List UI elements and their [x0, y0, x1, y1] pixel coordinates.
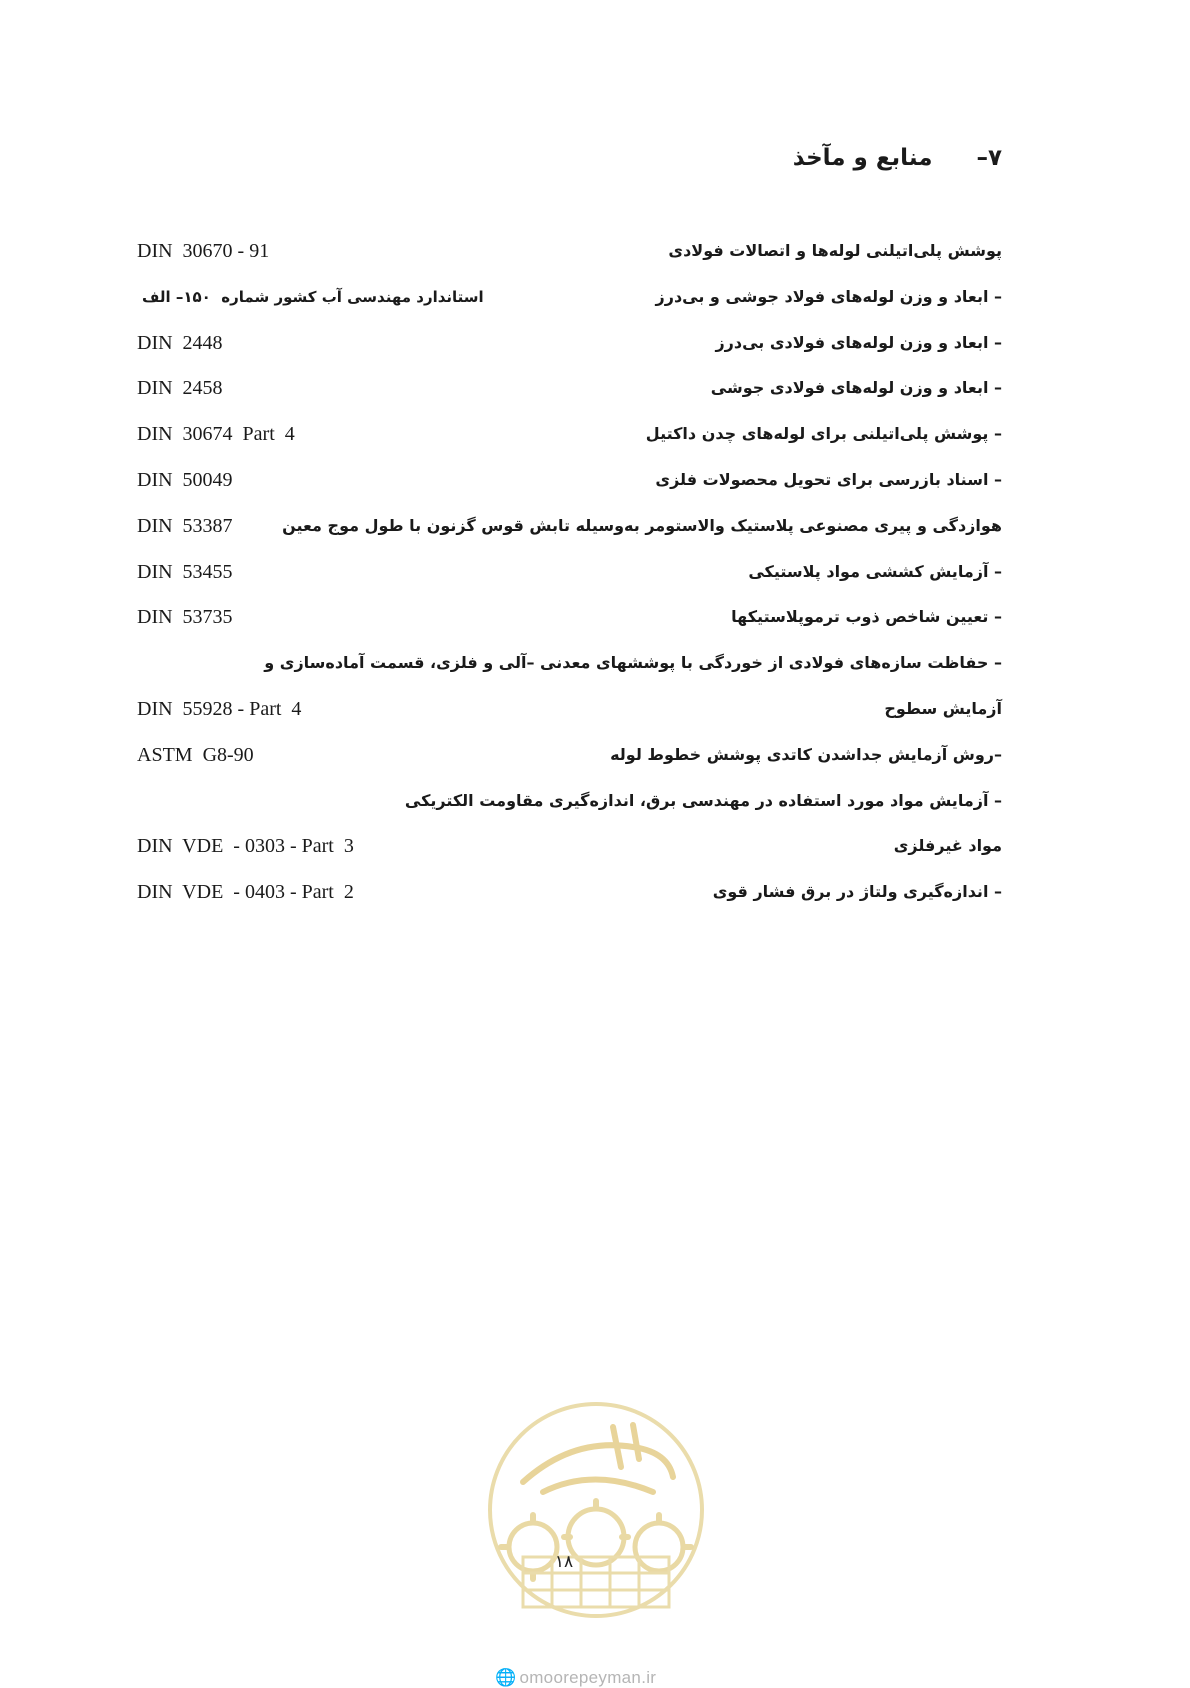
seal-calligraphy	[523, 1425, 673, 1492]
reference-title: – ابعاد و وزن لوله‌های فولاد جوشی و بی‌درز	[655, 286, 1002, 306]
reference-code: ASTM G8-90	[137, 743, 254, 766]
reference-title: – اسناد بازرسی برای تحویل محصولات فلزی	[655, 469, 1002, 489]
reference-row	[137, 696, 1002, 742]
reference-row	[137, 467, 1002, 513]
reference-row	[137, 604, 1002, 650]
reference-code: DIN 50049	[137, 468, 233, 491]
reference-code: استاندارد مهندسی آب کشور شماره ۱۵۰– الف	[142, 287, 484, 306]
reference-title: – آزمایش مواد مورد استفاده در مهندسی برق، اندازه‌گیری مقاومت الکتریکی	[404, 790, 1002, 810]
reference-title: – اندازه‌گیری ولتاژ در برق فشار قوی	[712, 882, 1002, 902]
reference-code: DIN 2448	[137, 331, 223, 354]
reference-code: DIN 30670 - 91	[137, 240, 270, 262]
reference-title: –روش آزمایش جداشدن کاتدی پوشش خطوط لوله	[610, 744, 1002, 764]
reference-code: DIN VDE - 0303 - Part 3	[137, 835, 354, 858]
reference-title: – پوشش پلی‌اتیلنی برای لوله‌های چدن داکتیل	[645, 424, 1002, 444]
reference-title: – حفاظت سازه‌های فولادی از خوردگی با پوششهای معدنی –آلی و فلزی، قسمت آماده‌سازی و	[264, 653, 1002, 673]
reference-title: – ابعاد و وزن لوله‌های فولادی بی‌درز	[715, 332, 1002, 352]
reference-row	[137, 833, 1002, 879]
reference-code: DIN 53735	[137, 606, 233, 629]
reference-title: – تعیین شاخص ذوب ترموپلاستیکها	[731, 607, 1002, 627]
reference-title: هوازدگی و پیری مصنوعی پلاستیک والاستومر به‌وسیله تابش قوس گزنون با طول موج معین	[282, 515, 1002, 535]
reference-row	[137, 330, 1002, 376]
globe-icon: 🌐	[495, 1668, 517, 1687]
reference-code: DIN 30674 Part 4	[137, 423, 295, 446]
reference-code: DIN 2458	[137, 377, 223, 400]
reference-title: – ابعاد و وزن لوله‌های فولادی جوشی	[710, 378, 1002, 398]
reference-title: پوشش پلی‌اتیلنی لوله‌ها و اتصالات فولادی	[668, 241, 1002, 260]
section-title: منابع و مآخذ	[792, 145, 933, 171]
reference-code: DIN 53387	[137, 514, 233, 537]
section-number: ۷–	[976, 145, 1002, 171]
reference-row	[137, 513, 1002, 559]
reference-row	[137, 238, 1002, 284]
section-heading	[793, 145, 1002, 171]
reference-row	[137, 788, 1002, 834]
reference-row	[137, 421, 1002, 467]
reference-list	[137, 238, 1002, 925]
reference-row	[137, 650, 1002, 696]
reference-row	[137, 375, 1002, 421]
watermark-seal-logo	[483, 1397, 709, 1623]
reference-row	[137, 284, 1002, 330]
reference-title: آزمایش سطوح	[884, 698, 1002, 718]
reference-code: DIN 55928 - Part 4	[137, 697, 302, 720]
reference-row	[137, 742, 1002, 788]
reference-code: DIN VDE - 0403 - Part 2	[137, 881, 354, 904]
reference-title: مواد غیرفلزی	[893, 836, 1002, 856]
reference-code: DIN 53455	[137, 560, 233, 583]
reference-row	[137, 559, 1002, 605]
reference-row	[137, 879, 1002, 925]
website-text: omoorepeyman.ir	[519, 1668, 657, 1687]
page-number: ۱۸	[554, 1552, 574, 1572]
reference-title: – آزمایش کششی مواد پلاستیکی	[748, 561, 1002, 581]
watermark-website	[495, 1668, 656, 1688]
